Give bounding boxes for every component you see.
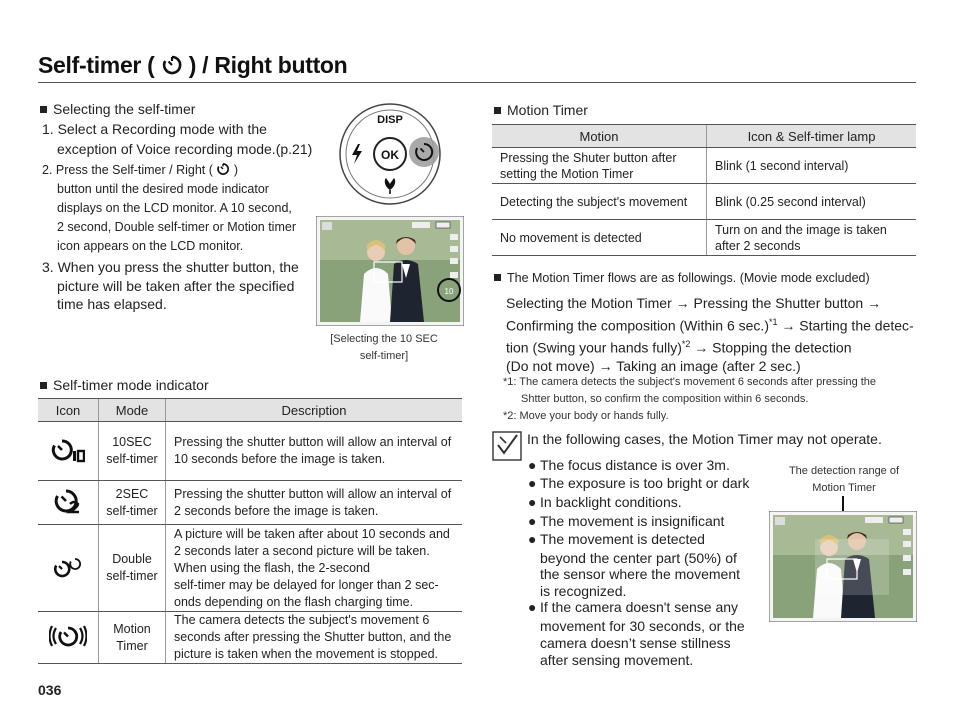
list-item-cont: movement for 30 seconds, or the [540,618,745,634]
step-2-line-3: displays on the LCD monitor. A 10 second, [57,201,292,215]
icon-cell [38,481,99,525]
section-heading: Motion Timer [507,102,588,118]
section-motion-timer [494,102,588,118]
note-icon [492,431,522,461]
2sec-timer-icon [53,488,83,514]
mode-line-1: 10SEC [112,435,152,449]
lcd-photo-self-timer [316,216,464,326]
desc-line: A picture will be taken after about 10 seconds and [174,526,450,541]
icon-cell [38,422,99,481]
lamp-cell [707,184,917,220]
list-item: The focus distance is over 3m. [540,457,730,473]
steps-list [42,120,322,320]
page-title [38,52,347,79]
square-bullet-icon [40,106,47,113]
lamp-line: Blink (1 second interval) [715,158,849,173]
flow-text: → Stopping the detection [690,339,852,356]
square-bullet-icon [494,107,501,114]
motion-cell [492,184,707,220]
section-heading: Selecting the self-timer [53,101,196,117]
mode-cell [99,612,166,664]
flow-line: Selecting the Motion Timer → Pressing the Shutter button → [506,295,882,311]
bullet-icon: ● [528,531,537,547]
step-3-line-2: picture will be taken after the specified [57,278,295,294]
mode-line-2: self-timer [106,569,158,583]
flow-text: tion (Swing your hands fully) [506,339,682,356]
step-2-line-2: button until the desired mode indicator [57,182,269,196]
header-description: Description [166,399,463,422]
section-mode-indicator [40,377,209,393]
flow-text: → Starting the detec- [777,317,914,334]
title-rule [38,82,916,83]
list-item: The exposure is too bright or dark [540,475,750,491]
list-item: In backlight conditions. [540,494,682,510]
self-timer-icon [161,54,183,76]
table-row [38,525,462,612]
header-icon: Icon [38,399,99,422]
note-intro: In the following cases, the Motion Timer may not operate. [527,431,882,447]
detection-caption [775,463,913,497]
footnote-ref: *1 [769,316,778,327]
mode-line-2: self-timer [106,452,158,466]
step-3-line-1: 3. When you press the shutter button, the [42,259,299,275]
section-selecting-self-timer [40,101,195,117]
photo-caption-line-2: self-timer] [359,350,409,362]
motion-line: setting the Motion Timer [500,166,634,181]
desc-line: self-timer may be delayed for longer than 2 sec- [174,577,439,592]
motion-timer-icon [49,623,87,649]
step-2-line-5: icon appears on the LCD monitor. [57,239,244,253]
flow-heading-text: The Motion Timer flows are as followings. (Movie mode excluded) [507,271,870,285]
detection-caption-line-2: Motion Timer [812,482,876,494]
self-timer-icon [216,162,230,176]
list-item: If the camera doesn't sense any [540,599,739,615]
desc-line: Pressing the shutter button will allow an interval of [174,486,452,501]
motion-cell [492,148,707,184]
desc-line: onds depending on the flash charging time. [174,594,414,609]
title-prefix: Self-timer ( [38,52,155,78]
mode-line-2: self-timer [106,503,158,518]
flow-heading [494,271,870,285]
detection-caption-line-1: The detection range of [788,465,900,477]
desc-line: 10 seconds before the image is taken. [174,452,386,466]
table-row [492,148,916,184]
description-cell [166,422,463,481]
dial-disp-label: DISP [377,114,403,126]
bullet-icon: ● [528,457,537,473]
header-icon-lamp: Icon & Self-timer lamp [707,125,917,148]
step-1-line-1: 1. Select a Recording mode with the [42,121,267,137]
table-row [38,422,462,481]
mode-indicator-table [38,398,462,664]
lcd-photo-detection-range [769,511,917,622]
list-item-cont: the sensor where the movement [540,566,740,582]
step-2-line-1 [42,161,238,180]
motion-timer-table [492,124,916,256]
motion-line: Detecting the subject's movement [500,194,688,209]
section-heading: Self-timer mode indicator [53,377,209,393]
bullet-icon: ● [528,599,537,615]
mode-line-1: Motion [113,621,151,636]
list-item-cont: beyond the center part (50%) of [540,550,737,566]
mode-line-2: Timer [116,638,148,653]
step-2-text-a: 2. Press the Self-timer / Right ( [42,163,213,177]
bullet-icon: ● [528,475,537,491]
desc-line: Pressing the shutter button will allow an interval of [174,435,452,449]
title-suffix: ) / Right button [188,52,348,78]
footnotes [503,374,876,425]
photo-caption [318,331,450,365]
lamp-cell [707,148,917,184]
bullet-icon: ● [528,513,537,529]
mode-cell [99,422,166,481]
desc-line: The camera detects the subject's movement 6 [174,613,430,627]
mode-cell [99,481,166,525]
photo-caption-line-1: [Selecting the 10 SEC [330,333,438,345]
table-row [38,481,462,525]
desc-line: seconds after pressing the Shutter button, and the [174,630,452,644]
mode-cell [99,525,166,612]
desc-line: picture is taken when the movement is stopped. [174,647,439,661]
lcd-timer-indicator: 10 [444,287,454,296]
desc-line: 2 seconds later a second picture will be taken. [174,543,430,558]
list-item-cont: is recognized. [540,583,627,599]
table-row [38,612,462,664]
square-bullet-icon [40,382,47,389]
footnote-1-line-2: Shtter button, so confirm the composition within 6 seconds. [521,393,809,405]
footnote-ref: *2 [681,338,691,349]
step-1-line-2: exception of Voice recording mode.(p.21) [57,141,313,157]
step-2-text-b: ) [233,163,239,177]
page-number: 036 [38,682,62,698]
header-mode: Mode [99,399,166,422]
description-cell [166,612,463,664]
flow-text: Confirming the composition (Within 6 sec.) [506,317,769,334]
list-item: The movement is insignificant [540,513,725,529]
icon-cell [38,525,99,612]
10sec-timer-icon [51,437,85,463]
footnote-1-line-1: *1: The camera detects the subject's movement 6 seconds after pressing the [503,376,877,388]
bullet-icon: ● [528,494,537,510]
lamp-cell [707,220,917,256]
table-row [492,184,916,220]
flow-line [506,313,921,335]
list-item: The movement is detected [540,531,705,547]
lamp-line: after 2 seconds [715,238,801,253]
motion-line: No movement is detected [500,230,642,245]
header-motion: Motion [492,125,707,148]
desc-line: When using the flash, the 2-second [174,560,370,575]
note-bullets [528,455,763,670]
camera-dial [338,102,442,206]
step-2-line-4: 2 second, Double self-timer or Motion timer [57,220,296,234]
flow-line [506,335,921,357]
description-cell [166,481,463,525]
table-row [492,220,916,256]
lamp-line: Blink (0.25 second interval) [715,194,866,209]
description-cell [166,525,463,612]
dial-ok-label: OK [381,148,399,162]
flow-line: (Do not move) → Taking an image (after 2 sec.) [506,357,801,374]
list-item-cont: after sensing movement. [540,652,694,668]
motion-line: Pressing the Shuter button after [500,150,677,165]
list-item-cont: camera doesn’t sense stillness [540,635,731,651]
footnote-2: *2: Move your body or hands fully. [503,410,669,422]
icon-cell [38,612,99,664]
motion-timer-flow [506,294,921,375]
step-3-line-3: time has elapsed. [57,296,167,312]
mode-line-1: Double [112,552,152,566]
double-timer-icon [53,556,83,578]
square-bullet-icon [494,274,501,281]
mode-line-1: 2SEC [115,486,149,501]
lamp-line: Turn on and the image is taken [715,222,887,237]
motion-cell [492,220,707,256]
desc-line: 2 seconds before the image is taken. [174,503,379,518]
